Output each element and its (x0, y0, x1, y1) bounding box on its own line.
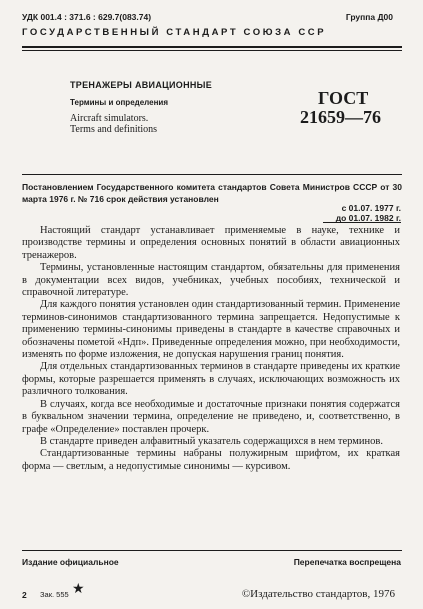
official-edition-label: Издание официальное (22, 557, 119, 567)
paragraph: Для каждого понятия установлен один стандартизованный термин. Применение терминов-синонимов стандартизованного термина запрещается. Недопустимые к применению термины-синонимы приведены в стандарте в качестве справочных и обозначены пометой «Ндп». Приведенные определения можно, при необходимости, изменять по форме изложения, не допуская нарушения границ понятия. (22, 299, 400, 361)
paragraph: Стандартизованные термины набраны полужирным шрифтом, их краткая форма — светлым, а недопустимые синонимы — курсивом. (22, 448, 400, 472)
gost-label: ГОСТ (318, 88, 369, 108)
group-code: Группа Д00 (345, 12, 393, 22)
paragraph: Настоящий стандарт устанавливает применяемые в науке, технике и производстве термины и определения основных понятий в области авиационных тренажеров. (22, 225, 400, 261)
udk-code: УДК 001.4 : 371.6 : 629.7(083.74) (22, 12, 152, 22)
footer-rule (22, 550, 402, 551)
top-rule-thick (22, 46, 402, 48)
order-number: Зак. 555 (40, 590, 69, 599)
paragraph: Для отдельных стандартизованных терминов в стандарте приведены их краткие формы, которые разрешается применять в случаях, исключающих возможность их различного толкования. (22, 361, 400, 398)
effective-date-to: до 01.07. 1982 г. (335, 213, 401, 223)
standard-subtitle: Термины и определения (70, 98, 169, 107)
body-text (22, 225, 400, 473)
decree-rule (22, 174, 402, 175)
effective-date-from: с 01.07. 1977 г. (341, 203, 401, 213)
decree-text: Постановлением Государственного комитета стандартов Совета Министров СССР от 30 марта 1976 г. № 716 срок действия установлен (22, 182, 402, 204)
paragraph: Термины, установленные настоящим стандартом, обязательны для применения в документации всех видов, учебниках, учебных пособиях, технической и справочной литературе. (22, 262, 400, 299)
english-title-line-2: Terms and definitions (70, 124, 158, 135)
top-rule-thin (22, 50, 402, 51)
state-standard-heading: ГОСУДАРСТВЕННЫЙ СТАНДАРТ СОЮЗА ССР (22, 27, 327, 38)
date-underline (323, 222, 401, 223)
paragraph: В стандарте приведен алфавитный указатель содержащихся в нем терминов. (40, 435, 383, 447)
reprint-prohibited-label: Перепечатка воспрещена (293, 557, 401, 567)
english-title-line-1: Aircraft simulators. (70, 113, 149, 124)
standard-title: ТРЕНАЖЕРЫ АВИАЦИОННЫЕ (70, 80, 213, 90)
gost-number: 21659—76 (300, 107, 381, 127)
paragraph: В случаях, когда все необходимые и достаточные признаки понятия содержатся в буквальном значении термина, определение не приведено, и, соответственно, в графе «Определение» поставлен прочерк. (22, 398, 400, 435)
star-icon: ★ (72, 582, 85, 597)
publisher-copyright: ©Издательство стандартов, 1976 (241, 588, 395, 600)
page-number: 2 (22, 590, 27, 600)
